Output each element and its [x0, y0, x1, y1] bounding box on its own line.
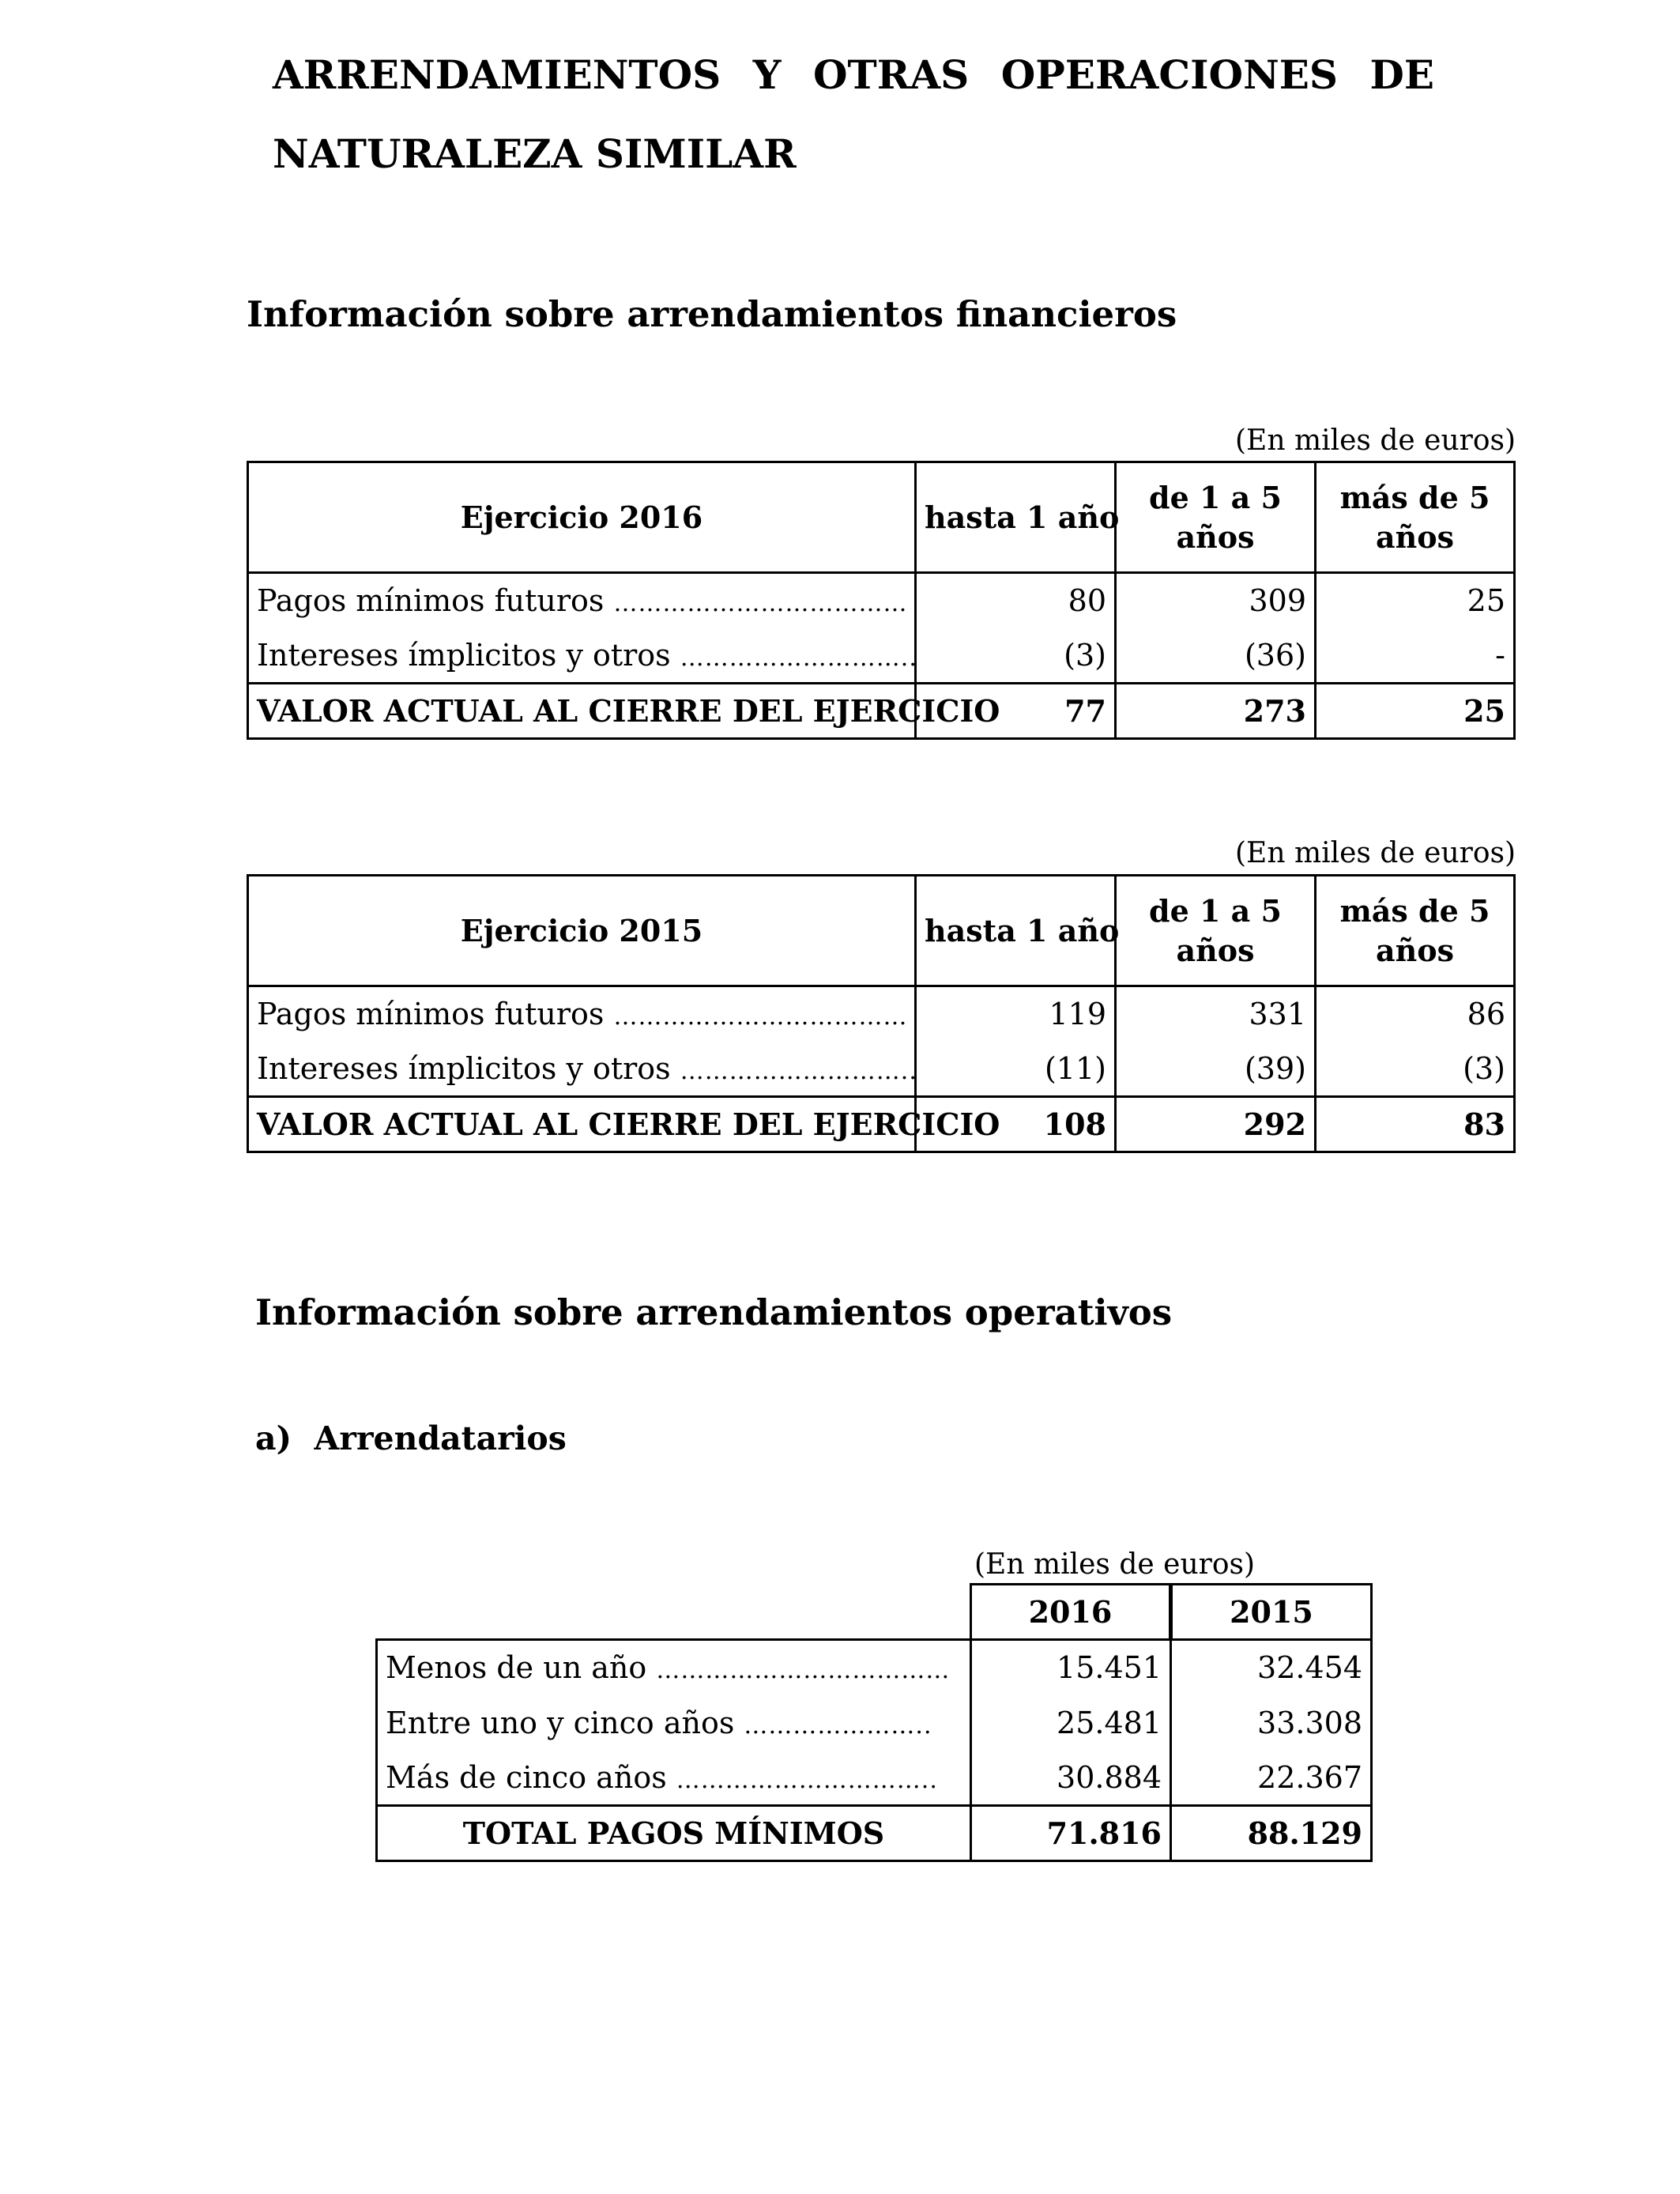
total-label: TOTAL PAGOS MÍNIMOS	[377, 1806, 971, 1861]
total-label: VALOR ACTUAL AL CIERRE DEL EJERCICIO	[248, 1097, 916, 1152]
total-value: 88.129	[1171, 1806, 1372, 1861]
cell-value: 33.308	[1171, 1695, 1372, 1751]
row-label-text: Entre uno y cinco años	[386, 1705, 735, 1740]
subsection-title: Arrendatarios	[314, 1419, 567, 1457]
leader-dots: …………………………..	[676, 1766, 938, 1794]
cell-value: (3)	[1316, 1042, 1515, 1097]
row-label-text: Menos de un año	[386, 1650, 647, 1686]
row-label	[248, 986, 916, 1042]
cell-value: (39)	[1116, 1042, 1316, 1097]
total-value: 83	[1316, 1097, 1515, 1152]
table-header-row	[248, 462, 1515, 573]
header-blank	[377, 1585, 971, 1640]
unit-label: (En miles de euros)	[974, 1548, 1256, 1581]
row-label-text: Intereses ímplicitos y otros	[257, 1050, 671, 1086]
row-label	[377, 1751, 971, 1806]
subsection-heading	[255, 1419, 567, 1457]
leader-dots: ………………………………	[613, 1003, 908, 1031]
table-row	[248, 628, 1515, 684]
title-word: Y	[752, 51, 782, 98]
cell-value: 309	[1116, 573, 1316, 628]
table-row	[248, 573, 1515, 628]
row-label	[248, 628, 916, 684]
total-row	[248, 1097, 1515, 1152]
table-row	[377, 1695, 1372, 1751]
cell-value: 25.481	[971, 1695, 1171, 1751]
total-value: 77	[916, 684, 1116, 739]
cell-value: 32.454	[1171, 1640, 1372, 1695]
cell-value: 80	[916, 573, 1116, 628]
cell-value: (11)	[916, 1042, 1116, 1097]
section-heading-operativos: Información sobre arrendamientos operativos	[255, 1291, 1173, 1333]
leader-dots: ………………………………	[613, 590, 908, 618]
financial-leases-2016-table	[247, 461, 1516, 740]
leader-dots: ………………………..	[680, 643, 917, 672]
total-value: 108	[916, 1097, 1116, 1152]
section-heading-financieros: Información sobre arrendamientos financieros	[247, 293, 1177, 335]
col-header-mas-5: más de 5 años	[1316, 876, 1515, 986]
cell-value: -	[1316, 628, 1515, 684]
title-word: DE	[1369, 51, 1434, 98]
cell-value: 22.367	[1171, 1751, 1372, 1806]
subsection-marker: a)	[255, 1419, 292, 1457]
row-label-text: Pagos mínimos futuros	[257, 583, 605, 619]
total-value: 71.816	[971, 1806, 1171, 1861]
leader-dots: ………………………..	[680, 1057, 917, 1085]
row-label-text: Más de cinco años	[386, 1759, 667, 1795]
cell-value: 15.451	[971, 1640, 1171, 1695]
cell-value: 86	[1316, 986, 1515, 1042]
cell-value: 30.884	[971, 1751, 1171, 1806]
cell-value: (3)	[916, 628, 1116, 684]
col-header-1-5: de 1 a 5 años	[1116, 876, 1316, 986]
total-row	[248, 684, 1515, 739]
unit-label: (En miles de euros)	[1235, 837, 1516, 869]
total-value: 273	[1116, 684, 1316, 739]
row-label	[377, 1640, 971, 1695]
total-value: 25	[1316, 684, 1515, 739]
col-header-2015: 2015	[1171, 1585, 1372, 1640]
financial-leases-2015-table	[247, 874, 1516, 1153]
total-label: VALOR ACTUAL AL CIERRE DEL EJERCICIO	[248, 684, 916, 739]
page-title-line1	[273, 51, 1434, 98]
row-label-text: Pagos mínimos futuros	[257, 997, 605, 1032]
total-value: 292	[1116, 1097, 1316, 1152]
unit-label: (En miles de euros)	[1235, 424, 1516, 457]
cell-value: (36)	[1116, 628, 1316, 684]
table-row	[248, 1042, 1515, 1097]
col-header-mas-5: más de 5 años	[1316, 462, 1515, 573]
col-header-2016: 2016	[971, 1585, 1171, 1640]
table-row	[377, 1751, 1372, 1806]
row-label	[248, 1042, 916, 1097]
total-row	[377, 1806, 1372, 1861]
page-title-line2: NATURALEZA SIMILAR	[273, 130, 797, 177]
row-label	[377, 1695, 971, 1751]
title-word: OTRAS	[813, 51, 970, 98]
table-row	[248, 986, 1515, 1042]
cell-value: 25	[1316, 573, 1515, 628]
title-word: OPERACIONES	[1000, 51, 1338, 98]
row-label-text: Intereses ímplicitos y otros	[257, 637, 671, 673]
cell-value: 119	[916, 986, 1116, 1042]
col-header-1-5: de 1 a 5 años	[1116, 462, 1316, 573]
title-word: ARRENDAMIENTOS	[273, 51, 721, 98]
table-header-row	[377, 1585, 1372, 1640]
cell-value: 331	[1116, 986, 1316, 1042]
table-row	[377, 1640, 1372, 1695]
col-header-hasta-1: hasta 1 año	[916, 462, 1116, 573]
col-header-ejercicio: Ejercicio 2015	[248, 876, 916, 986]
table-header-row	[248, 876, 1515, 986]
operating-leases-table	[375, 1583, 1373, 1862]
col-header-hasta-1: hasta 1 año	[916, 876, 1116, 986]
leader-dots: ………………………………	[656, 1657, 951, 1685]
leader-dots: …………………..	[744, 1711, 932, 1740]
col-header-ejercicio: Ejercicio 2016	[248, 462, 916, 573]
row-label	[248, 573, 916, 628]
